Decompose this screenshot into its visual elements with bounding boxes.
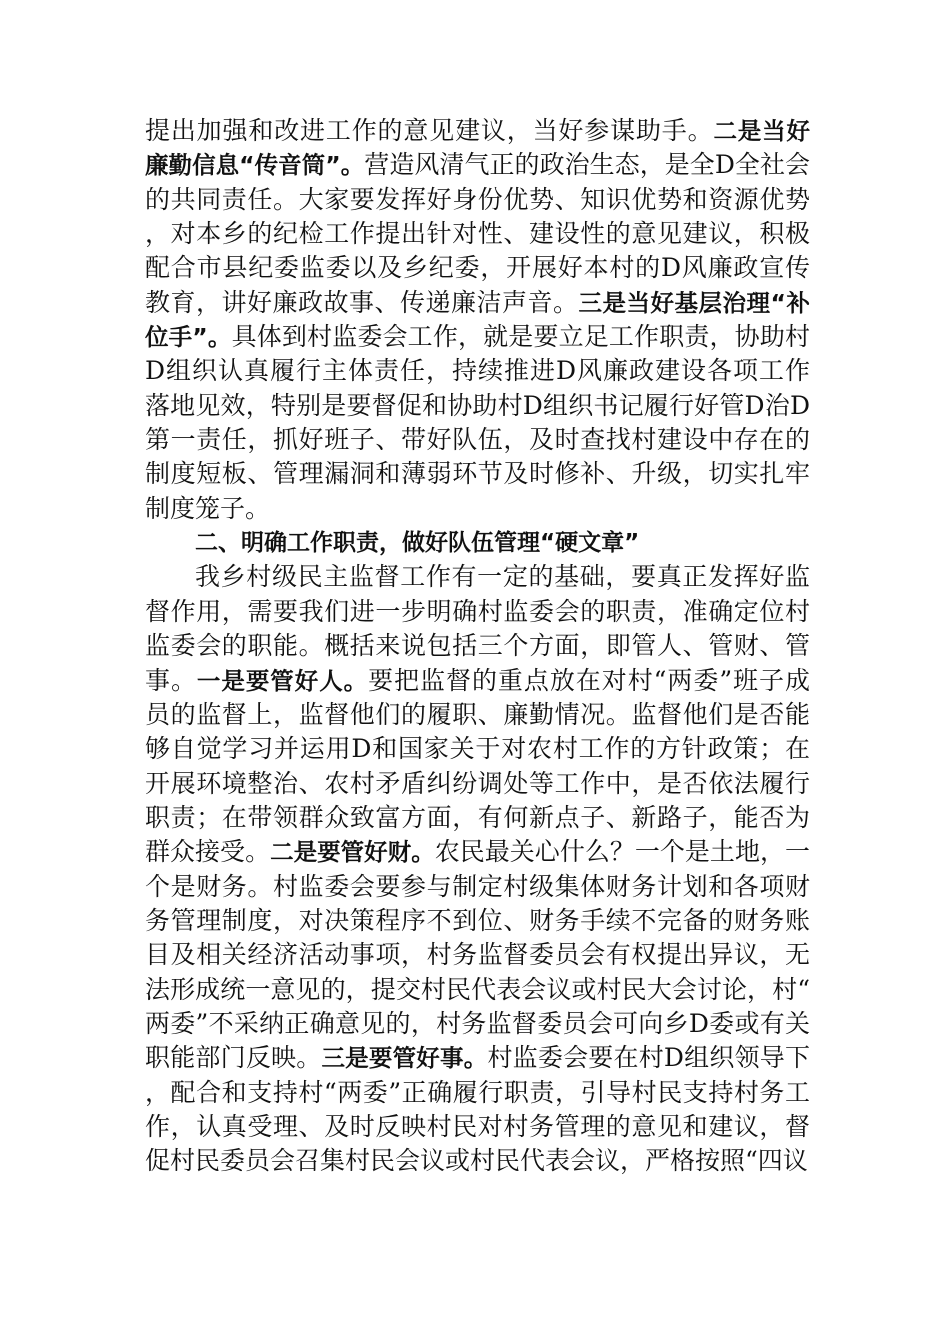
- bold-point-three: 三是当好基层治理“补位手”。: [145, 288, 810, 352]
- section-heading: 二、明确工作职责，做好队伍管理“硬文章”: [195, 530, 640, 557]
- paragraph-section-two: [145, 560, 810, 1178]
- text-run: 我乡村级民主监督工作有一定的基础，要真正发挥好监督作用，需要我们进一步明确村监委会的职责，准确定位村监委会的职能。概括来说包括三个方面，即管人、管财、管事。: [145, 562, 810, 695]
- document-body: [145, 114, 810, 1179]
- text-run: 具体到村监委会工作，就是要立足工作职责，协助村D组织认真履行主体责任，持续推进D风廉政建设各项工作落地见效，特别是要督促和协助村D组织书记履行好管D治D第一责任，抓好班子、带好队伍，及时查找村建设中存在的制度短板、管理漏洞和薄弱环节及时修补、升级，切实扎牢制度笼子。: [145, 322, 810, 523]
- paragraph-continuation: [145, 114, 810, 526]
- text-run: 农民最关心什么？一个是土地，一个是财务。村监委会要参与制定村级集体财务计划和各项财务管理制度，对决策程序不到位、财务手续不完备的财务账目及相关经济活动事项，村务监督委员会有权提出异议，无法形成统一意见的，提交村民代表会议或村民大会讨论，村“两委”不采纳正确意见的，村务监督委员会可向乡D委或有关职能部门反映。: [145, 837, 810, 1073]
- text-run: 村监委会要在村D组织领导下，配合和支持村“两委”正确履行职责，引导村民支持村务工作，认真受理、及时反映村民对村务管理的意见和建议，督促村民委员会召集村民会议或村民代表会议，严格按照“四议: [145, 1043, 810, 1176]
- bold-point-two: 二是当好廉勤信息“传音筒”。: [145, 117, 810, 180]
- text-run: 提出加强和改进工作的意见建议，当好参谋助手。: [145, 116, 714, 145]
- bold-point-three: 三是要管好事。: [321, 1044, 488, 1073]
- text-run: 营造风清气正的政治生态，是全D全社会的共同责任。大家要发挥好身份优势、知识优势和资源优势，对本乡的纪检工作提出针对性、建设性的意见建议，积极配合市县纪委监委以及乡纪委，开展好本村的D风廉政宣传教育，讲好廉政故事、传递廉洁声音。: [145, 150, 811, 317]
- text-run: 要把监督的重点放在对村“两委”班子成员的监督上，监督他们的履职、廉勤情况。监督他们是否能够自觉学习并运用D和国家关于对农村工作的方针政策；在开展环境整治、农村矛盾纠纷调处等工作中，是否依法履行职责；在带领群众致富方面，有何新点子、新路子，能否为群众接受。: [145, 665, 810, 867]
- bold-point-one: 一是要管好人。: [196, 666, 369, 695]
- bold-point-two: 二是要管好财。: [270, 838, 435, 867]
